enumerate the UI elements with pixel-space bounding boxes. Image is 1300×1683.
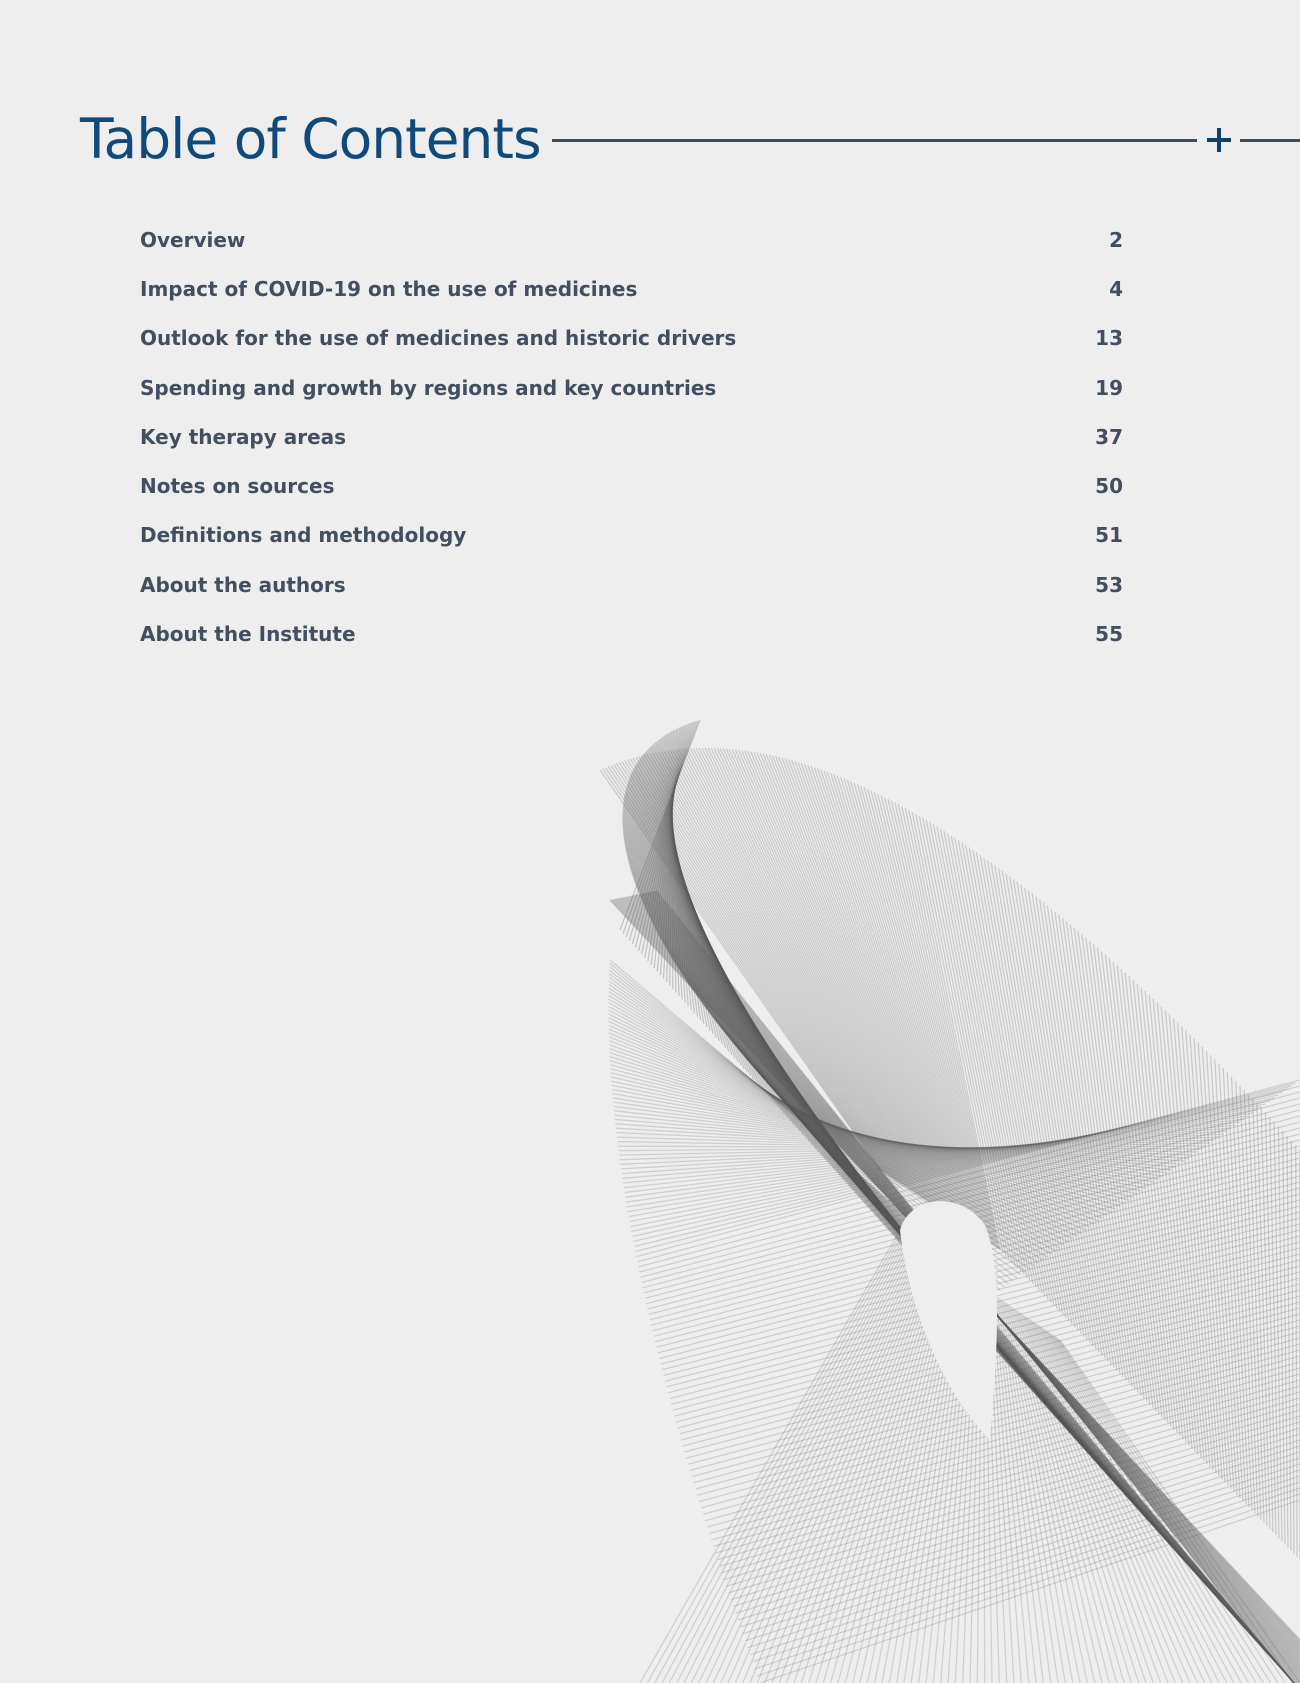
toc-entry-label: Key therapy areas: [140, 424, 347, 449]
toc-entry-label: Impact of COVID-19 on the use of medicines: [140, 276, 638, 301]
toc-entry-page: 19: [1095, 375, 1123, 400]
toc-entry-overview[interactable]: [140, 215, 1123, 264]
toc-entry-page: 37: [1095, 424, 1123, 449]
toc-entry-outlook[interactable]: [140, 314, 1123, 363]
title-rule-left: [552, 139, 1197, 142]
toc-entry-page: 55: [1095, 622, 1123, 647]
toc-entry-label: About the Institute: [140, 622, 356, 647]
title-rule-right: [1240, 139, 1300, 142]
page-title: Table of Contents: [80, 107, 541, 171]
toc-list: [140, 215, 1123, 659]
toc-entry-label: Definitions and methodology: [140, 523, 467, 548]
toc-entry-label: Notes on sources: [140, 474, 335, 499]
toc-entry-page: 51: [1095, 523, 1123, 548]
toc-entry-label: Overview: [140, 227, 246, 252]
toc-entry-page: 50: [1095, 474, 1123, 499]
toc-entry-label: About the authors: [140, 572, 346, 597]
toc-entry-page: 4: [1109, 276, 1123, 301]
toc-entry-page: 53: [1095, 572, 1123, 597]
toc-entry-spending[interactable]: [140, 363, 1123, 412]
toc-entry-institute[interactable]: [140, 609, 1123, 658]
toc-entry-authors[interactable]: [140, 560, 1123, 609]
toc-entry-covid-impact[interactable]: [140, 264, 1123, 313]
toc-entry-therapy-areas[interactable]: [140, 412, 1123, 461]
toc-entry-notes-sources[interactable]: [140, 461, 1123, 510]
plus-icon: [1207, 128, 1231, 152]
toc-entry-label: Outlook for the use of medicines and historic drivers: [140, 326, 737, 351]
toc-entry-page: 2: [1109, 227, 1123, 252]
toc-entry-definitions[interactable]: [140, 511, 1123, 560]
toc-entry-page: 13: [1095, 326, 1123, 351]
toc-entry-label: Spending and growth by regions and key countries: [140, 375, 717, 400]
